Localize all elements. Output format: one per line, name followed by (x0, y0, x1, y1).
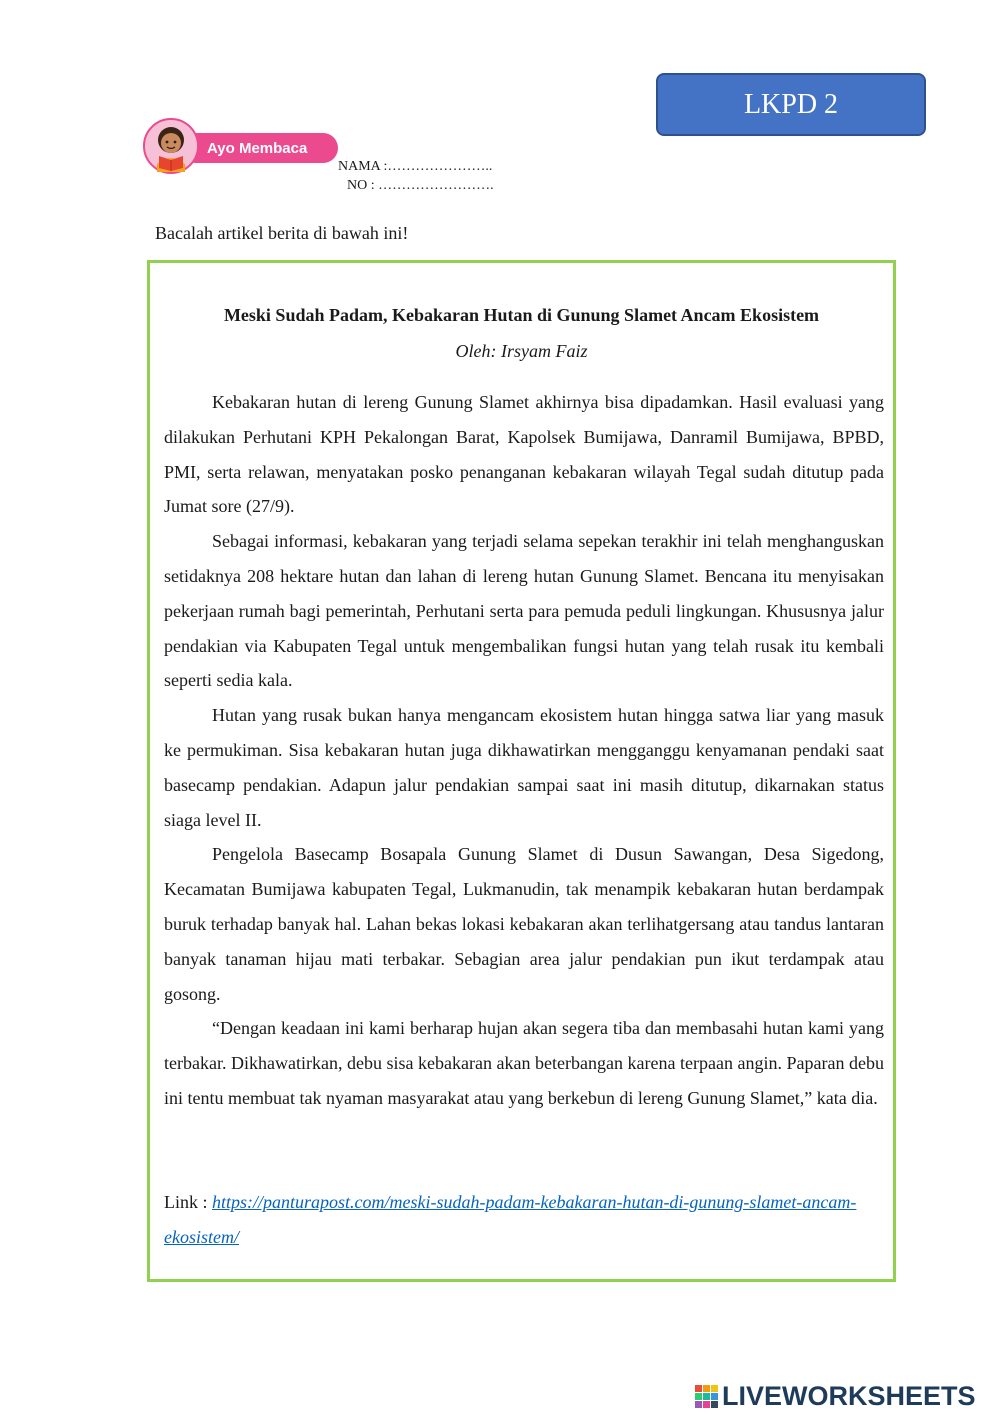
link-label: Link : (164, 1192, 212, 1212)
article-title: Meski Sudah Padam, Kebakaran Hutan di Gunung Slamet Ancam Ekosistem (223, 305, 820, 325)
liveworksheets-watermark (695, 1381, 976, 1411)
article-paragraph: Pengelola Basecamp Bosapala Gunung Slamet di Dusun Sawangan, Desa Sigedong, Kecamatan Bumijawa kabupaten Tegal, Lukmanudin, tak menampik kebakaran hutan berdampak buruk terhadap banyak hal. Lahan bekas lokasi kebakaran akan terlihatgersang atau tandus lantaran banyak tanaman hijau mati terbakar. Sebagian area jalur pendakian pun ikut terdampak atau gosong. (164, 844, 884, 1004)
lkpd-label-box (656, 73, 926, 136)
liveworksheets-logo-icon (695, 1385, 718, 1408)
watermark-text: LIVEWORKSHEETS (722, 1380, 976, 1411)
lkpd-label: LKPD 2 (743, 88, 839, 120)
article-paragraph: Kebakaran hutan di lereng Gunung Slamet akhirnya bisa dipadamkan. Hasil evaluasi yang dilakukan Perhutani KPH Pekalongan Barat, Kapolsek Bumijawa, Danramil Bumijawa, BPBD, PMI, serta relawan, menyatakan posko penanganan kebakaran wilayah Tegal sudah ditutup pada Jumat sore (27/9). (164, 392, 884, 517)
nama-line[interactable]: NAMA :………………….. (338, 159, 493, 174)
article-body (164, 385, 884, 1116)
article-paragraph: Sebagai informasi, kebakaran yang terjadi selama sepekan terakhir ini telah menghanguskan setidaknya 208 hektare hutan dan lahan di lereng hutan Gunung Slamet. Bencana itu menyisakan pekerjaan rumah bagi pemerintah, Perhutani serta para pemuda peduli lingkungan. Khususnya jalur pendakian via Kabupaten Tegal untuk mengembalikan fungsi hutan yang telah rusak itu kembali seperti sedia kala. (164, 531, 884, 691)
article-paragraph: “Dengan keadaan ini kami berharap hujan akan segera tiba dan membasahi hutan kami yang terbakar. Dikhawatirkan, debu sisa kebakaran akan beterbangan karena terpaan angin. Paparan debu ini tentu membuat tak nyaman masyarakat atau yang berkebun di lereng Gunung Slamet,” kata dia. (164, 1018, 884, 1108)
instruction-text: Bacalah artikel berita di bawah ini! (155, 223, 409, 243)
article-author: Oleh: Irsyam Faiz (455, 341, 588, 361)
reading-child-icon (143, 118, 199, 174)
article-paragraph: Hutan yang rusak bukan hanya mengancam ekosistem hutan hingga satwa liar yang masuk ke permukiman. Sisa kebakaran hutan juga dikhawatirkan mengganggu kenyamanan pendaki saat basecamp pendakian. Adapun jalur pendakian sampai saat ini masih ditutup, dikarnakan status siaga level II. (164, 705, 884, 830)
badge-label: Ayo Membaca (207, 139, 308, 157)
student-identity (338, 157, 494, 195)
source-link[interactable]: https://panturapost.com/meski-sudah-padam-kebakaran-hutan-di-gunung-slamet-ancam-ekosistem/ (164, 1192, 857, 1247)
source-link-row (164, 1185, 884, 1255)
ayo-membaca-badge (143, 118, 338, 174)
no-line[interactable]: NO : ……………………. (347, 178, 494, 193)
badge-pill (181, 133, 338, 163)
article-frame (147, 260, 896, 1282)
